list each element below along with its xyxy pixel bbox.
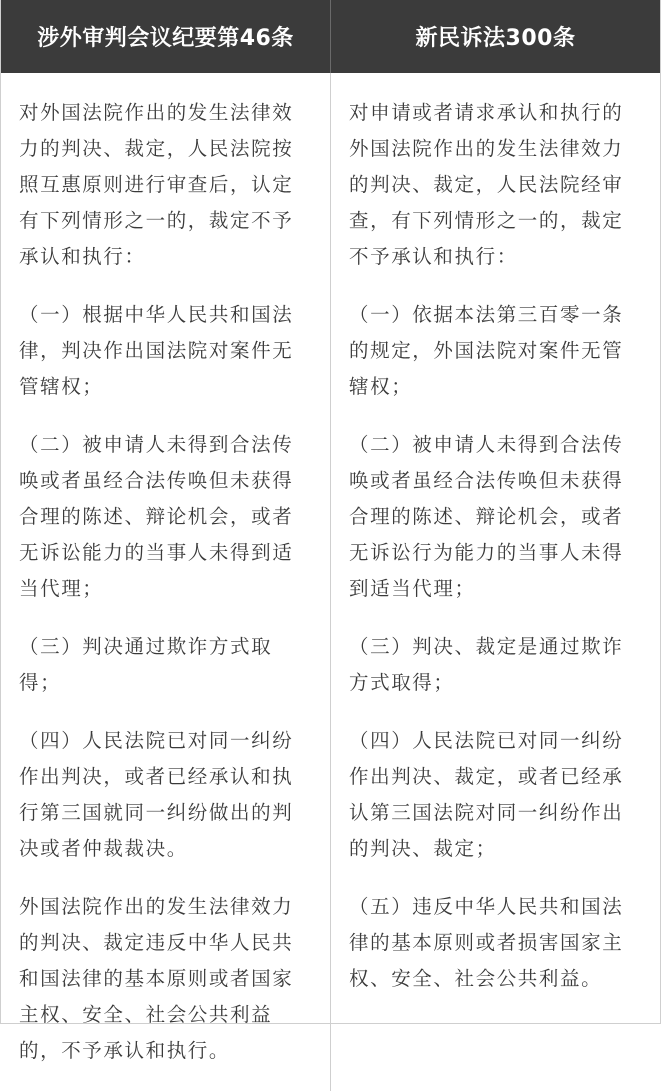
left-column <box>1 73 331 1091</box>
right-paragraph-item-1: （一）依据本法第三百零一条的规定，外国法院对案件无管辖权； <box>349 303 624 398</box>
right-paragraph-intro: 对申请或者请求承认和执行的外国法院作出的发生法律效力的判决、裁定，人民法院经审查，有下列情形之一的，裁定不予承认和执行： <box>349 101 624 268</box>
table-header <box>1 0 660 73</box>
table-body <box>1 73 660 1091</box>
left-paragraph-item-1: （一）根据中华人民共和国法律，判决作出国法院对案件无管辖权； <box>19 303 294 398</box>
right-paragraph-item-2: （二）被申请人未得到合法传唤或者虽经合法传唤但未获得合理的陈述、辩论机会，或者无诉讼行为能力的当事人未得到适当代理； <box>349 433 624 600</box>
right-paragraph-item-4: （四）人民法院已对同一纠纷作出判决、裁定，或者已经承认第三国法院对同一纠纷作出的判决、裁定； <box>349 729 624 860</box>
left-paragraph-closing: 外国法院作出的发生法律效力的判决、裁定违反中华人民共和国法律的基本原则或者国家主权、安全、社会公共利益的，不予承认和执行。 <box>19 895 294 1062</box>
header-left-title: 涉外审判会议纪要第46条 <box>1 0 331 73</box>
left-paragraph-item-3: （三）判决通过欺诈方式取得； <box>19 635 273 694</box>
right-paragraph-item-5: （五）违反中华人民共和国法律的基本原则或者损害国家主权、安全、社会公共利益。 <box>349 895 624 990</box>
left-paragraph-item-2: （二）被申请人未得到合法传唤或者虽经合法传唤但未获得合理的陈述、辩论机会，或者无诉讼能力的当事人未得到适当代理； <box>19 433 294 600</box>
left-paragraph-item-4: （四）人民法院已对同一纠纷作出判决，或者已经承认和执行第三国就同一纠纷做出的判决或者仲裁裁决。 <box>19 729 294 860</box>
left-paragraph-intro: 对外国法院作出的发生法律效力的判决、裁定，人民法院按照互惠原则进行审查后，认定有下列情形之一的，裁定不予承认和执行： <box>19 101 294 268</box>
right-column <box>331 73 660 1091</box>
right-paragraph-item-3: （三）判决、裁定是通过欺诈方式取得； <box>349 635 624 694</box>
header-right-title: 新民诉法300条 <box>415 26 576 51</box>
